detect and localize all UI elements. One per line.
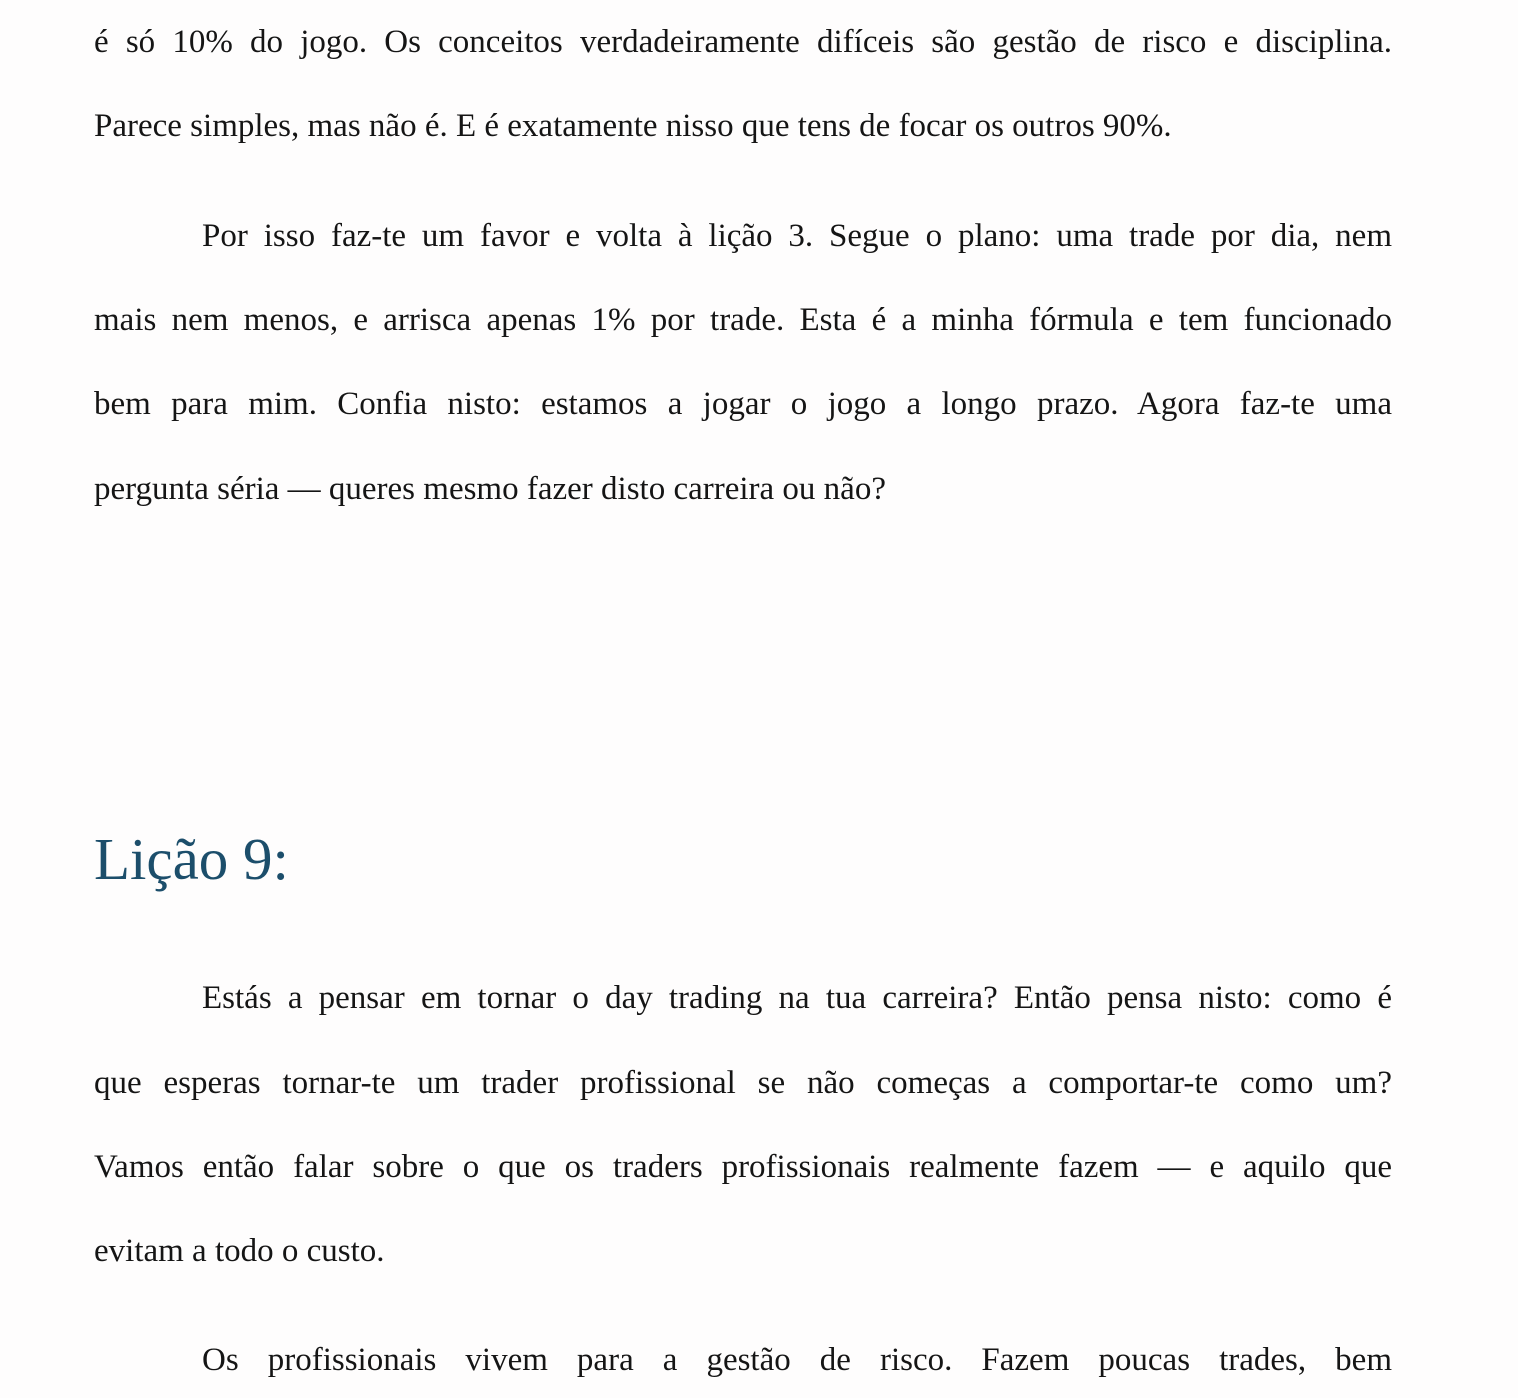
paragraph-3-line-2: que esperas tornar-te um trader profissional se não começas a comportar-te como um? xyxy=(94,1065,1392,1101)
section-heading: Lição 9: xyxy=(94,826,289,892)
paragraph-4-line-1: Os profissionais vivem para a gestão de risco. Fazem poucas trades, bem xyxy=(202,1342,1392,1378)
paragraph-1-line-1: é só 10% do jogo. Os conceitos verdadeiramente difíceis são gestão de risco e disciplina. xyxy=(94,24,1392,60)
paragraph-2-line-4: pergunta séria — queres mesmo fazer disto carreira ou não? xyxy=(94,471,886,507)
paragraph-1-line-2: Parece simples, mas não é. E é exatamente nisso que tens de focar os outros 90%. xyxy=(94,108,1172,144)
paragraph-3-line-3: Vamos então falar sobre o que os traders profissionais realmente fazem — e aquilo que xyxy=(94,1149,1392,1185)
paragraph-3-line-1: Estás a pensar em tornar o day trading na tua carreira? Então pensa nisto: como é xyxy=(202,980,1392,1016)
paragraph-2-line-1: Por isso faz-te um favor e volta à lição 3. Segue o plano: uma trade por dia, nem xyxy=(202,218,1392,254)
paragraph-3-line-4: evitam a todo o custo. xyxy=(94,1233,385,1269)
paragraph-2-line-2: mais nem menos, e arrisca apenas 1% por trade. Esta é a minha fórmula e tem funcionado xyxy=(94,302,1392,338)
paragraph-2-line-3: bem para mim. Confia nisto: estamos a jogar o jogo a longo prazo. Agora faz-te uma xyxy=(94,386,1392,422)
